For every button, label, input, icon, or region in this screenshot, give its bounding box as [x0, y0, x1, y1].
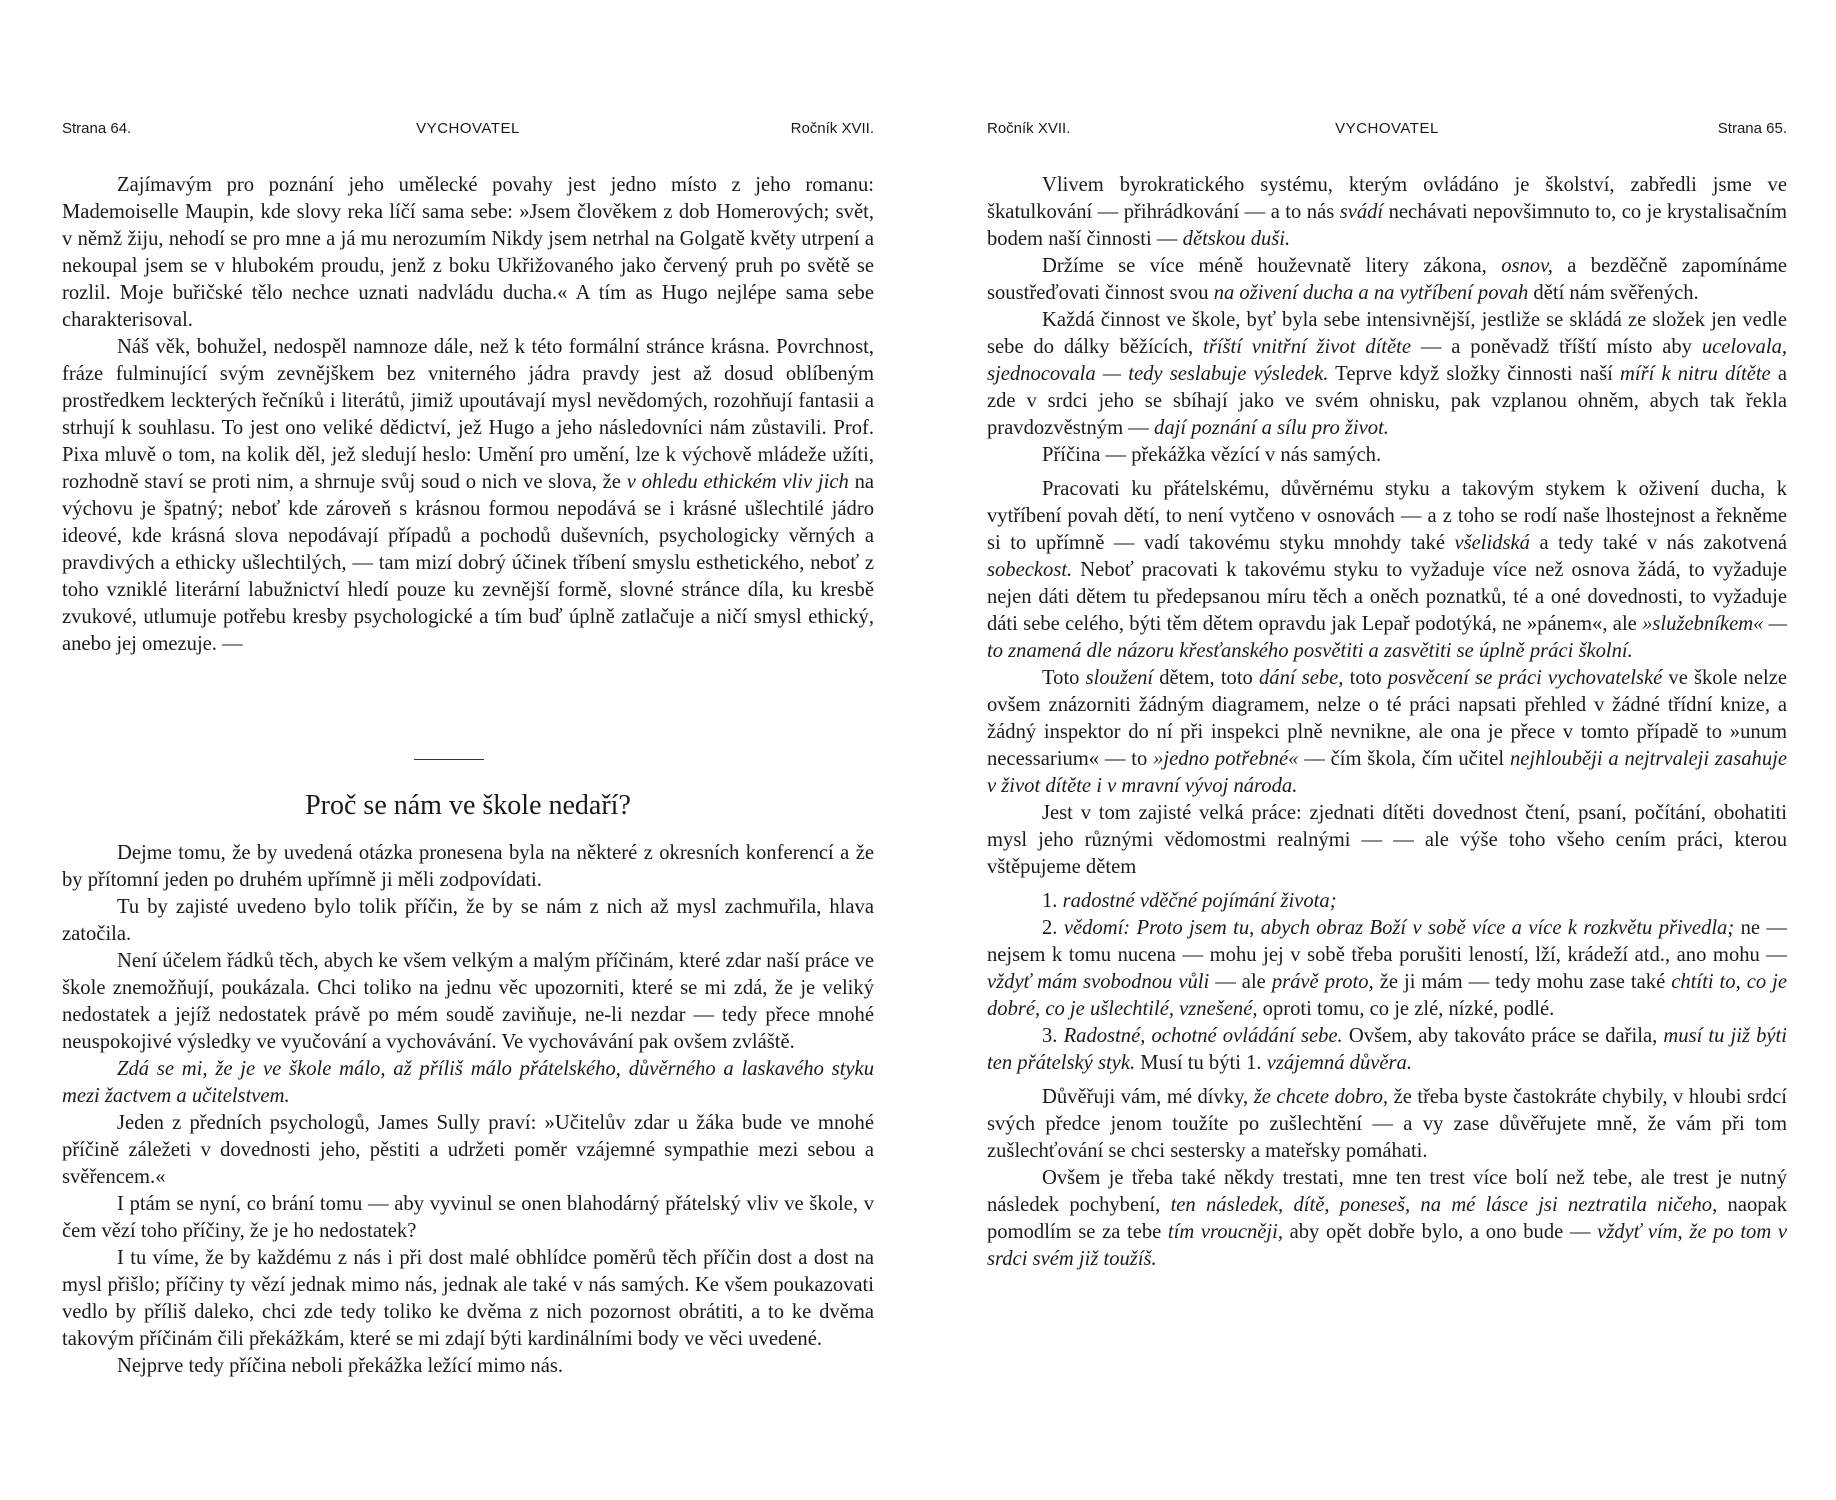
paragraph: Není účelem řádků těch, abych ke všem velkým a malým příčinám, které zdar naší práce ve škole znemožňují, poukázala. Chci toliko na jednu věc upozorniti, které se mi zdá, že je veliký nedostatek a jejíž nedostatek právě po mém soudě zaviňuje, ne-li nezdar — tedy přece mnohé neuspokojivé výsledky ve vyučování a vychovávání. Ve vychovávání pak ovšem zvláště.	[62, 950, 874, 1053]
paragraph: Příčina — překážka vězící v nás samých.	[1042, 444, 1382, 466]
paragraph: Nejprve tedy příčina neboli překážka ležící mimo nás.	[117, 1355, 564, 1377]
right-volume: Ročník XVII.	[987, 120, 1071, 137]
paragraph: Držíme se více méně houževnatě litery zákona, osnov, a bezděčně zapomínáme soustřeďovati činnost svou na oživení ducha a na vytříbení povah dětí nám svěřených.	[987, 255, 1787, 304]
paragraph: Tu by zajisté uvedeno bylo tolik příčin, že by se nám z nich až mysl zachmuřila, hlava zatočila.	[62, 896, 874, 945]
paragraph: Jest v tom zajisté velká práce: zjednati dítěti dovednost čtení, psaní, počítání, obohatiti mysl jeho různými vědomostmi realnými — — ale výše toho všeho cením práci, kterou vštěpujeme dětem	[987, 802, 1787, 878]
left-volume: Ročník XVII.	[790, 120, 874, 137]
right-running-head	[987, 120, 1787, 144]
list-item: 1. radostné vděčné pojímání života;	[1042, 890, 1337, 912]
paragraph: Toto sloužení dětem, toto dání sebe, toto posvěcení se práci vychovatelské ve škole nelze ovšem znázorniti žádným diagramem, nelze o té práci napsati přehled v žádné třídní knize, a žádný inspektor do ní při inspekci plně nevnikne, ale ona je přece v tomto případě to »unum necessarium« — to »jedno potřebné« — čím škola, čím učitel nejhlouběji a nejtrvaleji zasahuje v život dítěte i v mravní vývoj národa.	[987, 667, 1787, 797]
right-journal-title: VYCHOVATEL	[1335, 120, 1439, 137]
paragraph: Jeden z předních psychologů, James Sully praví: »Učitelův zdar u žáka bude ve mnohé příčině záležeti v dovednosti jeho, pěstiti a udržeti poměr vzájemné sympathie mezi sebou a svěřencem.«	[62, 1112, 874, 1188]
paragraph: Vlivem byrokratického systému, kterým ovládáno je školství, zabředli jsme ve škatulkování — přihrádkování — a to nás svádí nechávati nepovšimnuto to, co je krystalisačním bodem naší činnosti — dětskou duši.	[987, 174, 1788, 250]
right-article-body	[987, 172, 1787, 1273]
paragraph: Ovšem je třeba také někdy trestati, mne ten trest více bolí než tebe, ale trest je nutný následek pochybení, ten následek, dítě, poneseš, na mé lásce jsi neztratila ničeho, naopak pomodlím se za tebe tím vroucněji, aby opět dobře bylo, a ono bude — vždyť vím, že po tom v srdci svém již toužíš.	[987, 1167, 1787, 1270]
paragraph: Zdá se mi, že je ve škole málo, až příliš málo přátelského, důvěrného a laskavého styku mezi žactvem a učitelstvem.	[62, 1058, 874, 1107]
paragraph: Každá činnost ve škole, byť byla sebe intensivnější, jestliže se skládá ze složek jen vedle sebe do dálky běžících, tříští vnitřní život dítěte — a poněvadž tříští místo aby ucelovala, sjednocovala — tedy seslabuje výsledek. Teprve když složky činnosti naší míří k nitru dítěte a zde v srdci jeho se sbíhají jako ve svém ohnisku, pak vzplanou ohněm, abych tak řekla pravdozvěstným — dají poznání a sílu pro život.	[987, 309, 1788, 439]
paragraph: Pracovati ku přátelskému, důvěrnému styku a takovým stykem k oživení ducha, k vytříbení povah dětí, to není vytčeno v osnovách — a z toho se rodí naše lhostejnost a řekněme si to upřímně — vadí takovému styku mnohdy také všelidská a tedy také v nás zakotvená sobeckost. Neboť pracovati k takovému styku to vyžaduje více než osnova žádá, to vyžaduje nejen dáti dětem tu předepsanou míru těch a oněch poznatků, té a oné dovednosti, to vyžaduje dáti sebe celého, býti těm dětem opravdu jak Lepař podotýká, ne »pánem«, ale »služebníkem« — to znamená dle názoru křesťanského posvětiti a zasvětiti se úplně práci školní.	[987, 478, 1788, 662]
continued-article	[62, 172, 874, 658]
paragraph: Zajímavým pro poznání jeho umělecké povahy jest jedno místo z jeho romanu: Mademoiselle Maupin, kde slovy reka líčí sama sebe: »Jsem člověkem z dob Homerových; svět, v němž žiju, nehodí se pro mne a já mu nerozumím Nikdy jsem netrhal na Golgatě květy utrpení a nekoupal jsem se v hlubokém proudu, jenž z boku Ukřižovaného jako červený pruh po světě se rozlil. Moje buřičské tělo nechce uznati nadvládu ducha.« A tím as Hugo nejlépe sama sebe charakterisoval.	[62, 174, 874, 331]
paragraph: I ptám se nyní, co brání tomu — aby vyvinul se onen blahodárný přátelský vliv ve škole, v čem vězí toho příčiny, že je ho nedostatek?	[62, 1193, 874, 1242]
list-item: 3. Radostné, ochotné ovládání sebe. Ovšem, aby takováto práce se dařila, musí tu již býti ten přátelský styk. Musí tu býti 1. vzájemná důvěra.	[987, 1025, 1787, 1074]
paragraph: Dejme tomu, že by uvedená otázka pronesena byla na některé z okresních konferencí a že by přítomní jeden po druhém upřímně ji měli zodpovídati.	[62, 842, 874, 891]
list-item: 2. vědomí: Proto jsem tu, abych obraz Boží v sobě více a více k rozkvětu přivedla; ne — nejsem k tomu nucena — mohu jej v sobě třeba porušiti leností, lží, krádeží atd., ano mohu — vždyť mám svobodnou vůli — ale právě proto, že ji mám — tedy mohu zase také chtíti to, co je dobré, co je ušlechtilé, vznešené, oproti tomu, co je zlé, nízké, podlé.	[987, 917, 1787, 1020]
left-running-head	[62, 120, 874, 144]
new-article	[62, 840, 874, 1380]
paragraph: Důvěřuji vám, mé dívky, že chcete dobro, že třeba byste častokráte chybily, v hloubi srdcí svých předce jenom toužíte po zušlechtění — a vy zase důvěřujete mně, že vám při tom zušlechťování se chci sestersky a mateřsky pomáhati.	[987, 1086, 1787, 1162]
article-title: Proč se nám ve škole nedaří?	[305, 790, 631, 821]
right-page	[987, 0, 1787, 1500]
left-page-number: Strana 64.	[62, 120, 132, 137]
section-divider	[414, 759, 484, 760]
left-page	[62, 0, 874, 1500]
left-journal-title: VYCHOVATEL	[416, 120, 520, 137]
paragraph: Náš věk, bohužel, nedospěl namnoze dále, než k této formální stránce krásna. Povrchnost, fráze fulminující svým zevnějškem bez vniterného jádra pravdy jest až dosud oblíbeným prostředkem leckterých řečníků i literátů, jimiž upoutávají mysl nevědomých, rozohňují fantasii a strhují k souhlasu. To jest ono veliké dědictví, jež Hugo a jeho následovníci nám zůstavili. Prof. Pixa mluvě o tom, na kolik děl, jež sledují heslo: Umění pro umění, lze k výchově mládeže užíti, rozhodně staví se proti nim, a shrnuje svůj soud o nich ve slova, že v ohledu ethickém vliv jich na výchovu je špatný; neboť kde zároveň s krásnou formou nepodává se i krásné ušlechtilé jádro ideové, kde krásná slova nepodávají případů a pochodů duševních, psychologicky věrných a pravdivých a ethicky ušlechtilých, — tam mizí dobrý účinek tříbení smyslu esthetického, neboť z toho vzniklé literární labužnictví hledí pouze ku zevnější formě, slovné stránce díla, ku kresbě zvukové, utlumuje potřebu kresby psychologické a tím buď úplně zatlačuje a ničí smysl ethický, anebo jej omezuje. —	[62, 336, 874, 655]
right-page-number: Strana 65.	[1717, 120, 1787, 137]
paragraph: I tu víme, že by každému z nás i při dost malé obhlídce poměrů těch příčin dost a dost na mysl přišlo; příčiny ty vězí jednak mimo nás, jednak ale také v nás samých. Ke všem poukazovati vedlo by příliš daleko, chci zde tedy toliko ke dvěma z nich pozornost obrátiti, a to ke dvěma takovým příčinám čili překážkám, které se mi zdají býti kardinálními body ve věci uvedené.	[62, 1247, 874, 1350]
